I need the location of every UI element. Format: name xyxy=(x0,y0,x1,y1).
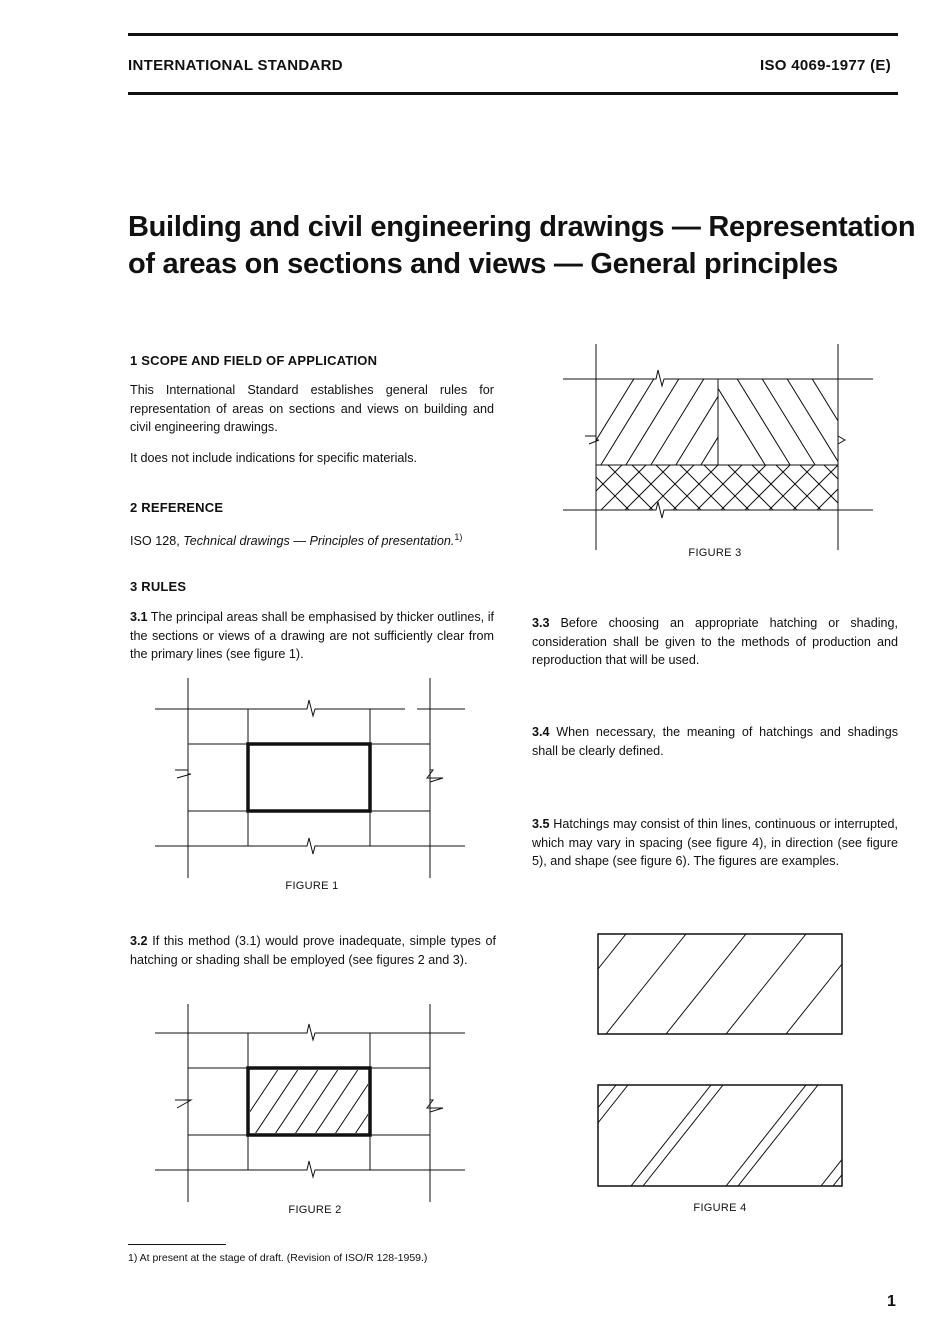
header-standard-number: ISO 4069-1977 (E) xyxy=(760,57,892,74)
paragraph-3-1 xyxy=(130,608,494,664)
figure-4-drawing xyxy=(596,932,846,1192)
section-2-reference xyxy=(130,528,510,551)
figure-3-caption: FIGURE 3 xyxy=(688,547,742,559)
figure-4-svg xyxy=(596,932,846,1192)
reference-title: Technical drawings — Principles of presentation. xyxy=(183,534,455,549)
section-3-heading: 3 RULES xyxy=(130,579,187,594)
paragraph-3-2-number: 3.2 xyxy=(130,934,148,948)
figure-3-svg xyxy=(563,344,873,550)
reference-standard: ISO 128, xyxy=(130,534,184,549)
section-1-heading: 1 SCOPE AND FIELD OF APPLICATION xyxy=(130,353,378,368)
footnote-rule xyxy=(128,1244,226,1245)
figure-1-drawing xyxy=(155,678,465,878)
figure-2-caption: FIGURE 2 xyxy=(288,1204,342,1216)
paragraph-3-3-text: Before choosing an appropriate hatching or shading, consideration shall be given to the methods of production and reproduction that will be used. xyxy=(532,616,898,667)
footnote: 1) At present at the stage of draft. (Revision of ISO/R 128-1959.) xyxy=(128,1252,428,1264)
figure-1-caption: FIGURE 1 xyxy=(285,880,339,892)
paragraph-3-4-number: 3.4 xyxy=(532,725,550,739)
section-1-paragraph-2: It does not include indications for specific materials. xyxy=(130,451,417,465)
page-number: 1 xyxy=(887,1293,896,1310)
figure-2-drawing xyxy=(155,1004,465,1202)
paragraph-3-2 xyxy=(130,932,496,969)
section-2-heading: 2 REFERENCE xyxy=(130,500,224,515)
header-bottom-rule xyxy=(128,92,898,95)
paragraph-3-2-text: If this method (3.1) would prove inadequate, simple types of hatching or shading shall be employed (see figures 2 and 3). xyxy=(130,934,496,967)
section-1-paragraph-1: This International Standard establishes general rules for representation of areas on sections and views on building and civil engineering drawings. xyxy=(130,383,494,434)
paragraph-3-1-text: The principal areas shall be emphasised by thicker outlines, if the sections or views of a drawing are not sufficiently clear from the primary lines (see figure 1). xyxy=(130,610,494,661)
paragraph-3-4 xyxy=(532,723,898,760)
figure-4-caption: FIGURE 4 xyxy=(693,1202,747,1214)
header-document-type: INTERNATIONAL STANDARD xyxy=(128,57,343,74)
figure-2-svg xyxy=(155,1004,465,1202)
document-title: Building and civil engineering drawings — Representation of areas on sections and views — General principles xyxy=(128,211,916,280)
paragraph-3-4-text: When necessary, the meaning of hatchings and shadings shall be clearly defined. xyxy=(532,725,898,758)
reference-footnote-marker: 1) xyxy=(454,532,463,542)
paragraph-3-3-number: 3.3 xyxy=(532,616,550,630)
figure-3-drawing xyxy=(563,344,873,550)
paragraph-3-5-number: 3.5 xyxy=(532,817,550,831)
paragraph-3-5-text: Hatchings may consist of thin lines, continuous or interrupted, which may vary in spacing (see figure 4), in direction (see figure 5), and shape (see figure 6). The figures are examples. xyxy=(532,817,898,868)
figure-1-svg xyxy=(155,678,465,878)
header-top-rule xyxy=(128,33,898,36)
paragraph-3-5 xyxy=(532,815,898,871)
paragraph-3-1-number: 3.1 xyxy=(130,610,148,624)
paragraph-3-3 xyxy=(532,614,898,670)
